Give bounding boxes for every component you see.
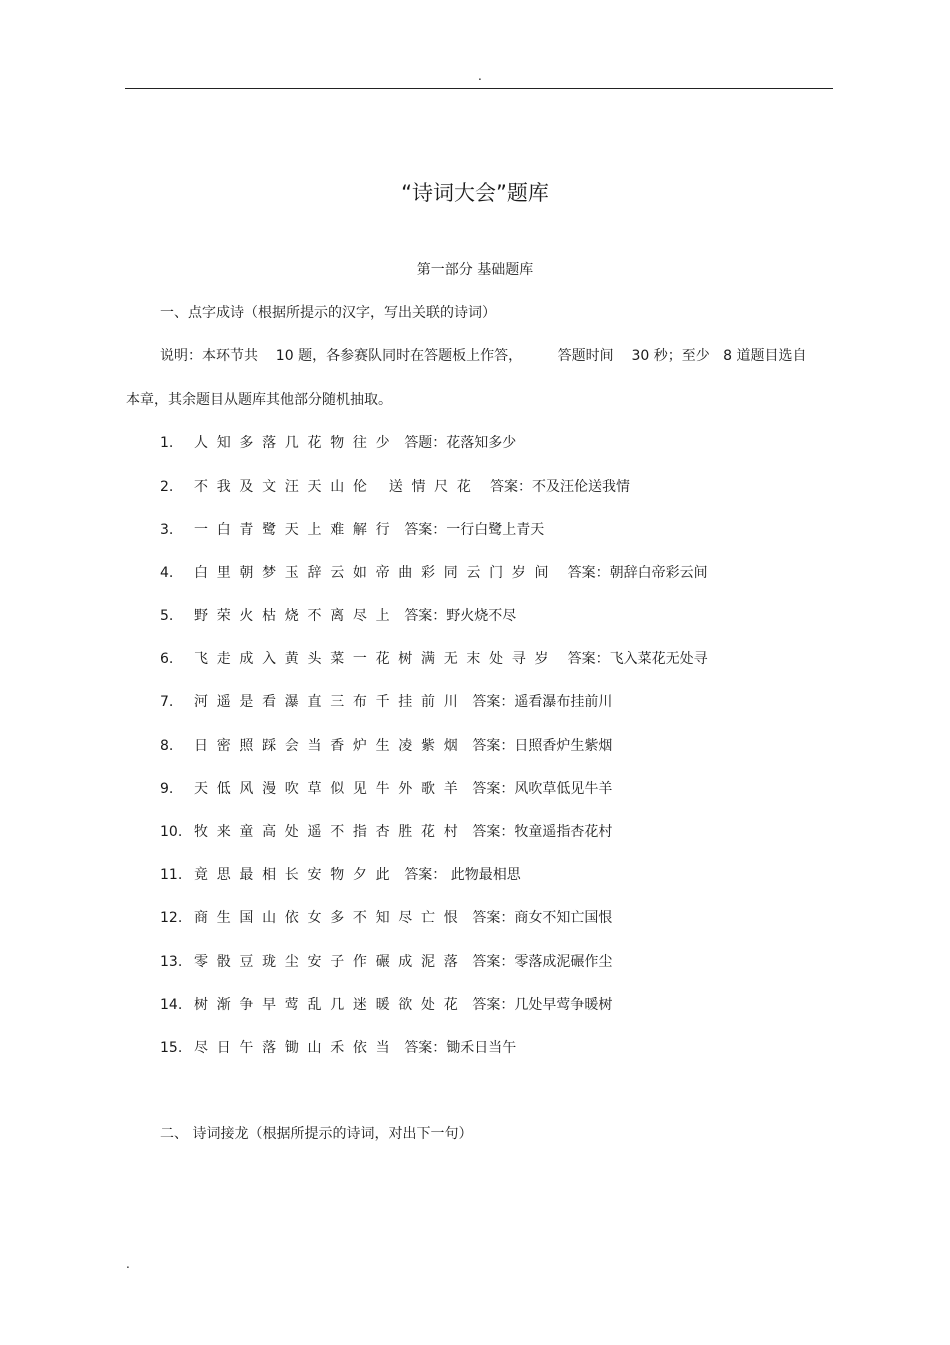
question-characters (194, 952, 612, 972)
question-number: 6. (160, 651, 174, 667)
question-chars-text: 零骰豆珑尘安子作碾成泥落 (194, 954, 467, 970)
question-characters (194, 995, 612, 1015)
question-characters (194, 520, 544, 540)
question-chars-text: 不我及文汪天山伦 送情尺花 (194, 479, 480, 495)
section-1-heading: 一、点字成诗（根据所提示的汉字，写出关联的诗词） (160, 305, 496, 321)
question-chars-text: 牧来童高处遥不指杏胜花村 (194, 824, 467, 840)
question-characters (194, 736, 612, 756)
question-answer: 答案：风吹草低见牛羊 (472, 781, 613, 797)
question-number: 7. (160, 694, 174, 710)
question-chars-text: 河遥是看瀑直三布千挂前川 (194, 694, 467, 710)
question-answer: 答案：日照香炉生紫烟 (472, 738, 613, 754)
question-number: 5. (160, 608, 174, 624)
question-chars-text: 商生国山依女多不知尽亡恨 (194, 910, 467, 926)
question-characters (194, 692, 612, 712)
question-characters (194, 779, 612, 799)
question-answer: 答案：飞入菜花无处寻 (563, 651, 708, 667)
question-answer: 答案：遥看瀑布挂前川 (472, 694, 613, 710)
section-1-note-line-2: 本章，其余题目从题库其他部分随机抽取。 (126, 392, 392, 408)
question-number: 2. (160, 479, 174, 495)
question-characters (194, 822, 612, 842)
question-number: 14. (160, 997, 183, 1013)
question-characters (194, 865, 521, 885)
question-number: 10. (160, 824, 183, 840)
header-rule (125, 88, 833, 89)
question-number: 9. (160, 781, 174, 797)
question-answer: 答案：零落成泥碾作尘 (472, 954, 613, 970)
question-chars-text: 白里朝梦玉辞云如帝曲彩同云门岁间 (194, 565, 558, 581)
question-number: 12. (160, 910, 183, 926)
question-number: 11. (160, 867, 183, 883)
question-answer: 答案：几处早莺争暖树 (472, 997, 613, 1013)
question-chars-text: 野荣火枯烧不离尽上 (194, 608, 399, 624)
question-chars-text: 人知多落几花物往少 (194, 435, 399, 451)
question-chars-text: 天低风漫吹草似见牛外歌羊 (194, 781, 467, 797)
question-characters (194, 908, 612, 928)
document-title: “诗词大会”题库 (401, 181, 549, 205)
section-2-heading: 二、 诗词接龙（根据所提示的诗词，对出下一句） (160, 1126, 473, 1142)
question-chars-text: 竟思最相长安物夕此 (194, 867, 399, 883)
question-chars-text: 飞走成入黄头菜一花树满无末处寻岁 (194, 651, 558, 667)
header-mark: . (478, 69, 482, 83)
question-answer: 答案：锄禾日当午 (404, 1040, 517, 1056)
question-characters (194, 563, 708, 583)
question-number: 3. (160, 522, 174, 538)
question-answer: 答案：一行白鹭上青天 (404, 522, 545, 538)
question-answer: 答题：花落知多少 (404, 435, 517, 451)
question-answer: 答案：商女不知亡国恨 (472, 910, 613, 926)
question-answer: 答案：不及汪伦送我情 (485, 479, 631, 495)
question-number: 8. (160, 738, 174, 754)
question-characters (194, 649, 708, 669)
question-answer: 答案：牧童遥指杏花村 (472, 824, 613, 840)
question-number: 13. (160, 954, 183, 970)
question-characters (194, 606, 516, 626)
question-chars-text: 树渐争早莺乱几迷暖欲处花 (194, 997, 467, 1013)
question-answer: 答案：朝辞白帝彩云间 (563, 565, 708, 581)
question-chars-text: 一白青鹭天上难解行 (194, 522, 399, 538)
section-1-note-line-1: 说明：本环节共 10 题，各参赛队同时在答题板上作答， 答题时间 30 秒；至少 8 道题目选自 (160, 348, 807, 364)
question-number: 4. (160, 565, 174, 581)
question-number: 15. (160, 1040, 183, 1056)
question-chars-text: 日密照踩会当香炉生凌紫烟 (194, 738, 467, 754)
question-chars-text: 尽日午落锄山禾依当 (194, 1040, 399, 1056)
question-answer: 答案：野火烧不尽 (404, 608, 517, 624)
question-answer: 答案： 此物最相思 (404, 867, 521, 883)
question-characters (194, 477, 630, 497)
question-characters (194, 433, 516, 453)
question-number: 1. (160, 435, 174, 451)
question-characters (194, 1038, 516, 1058)
footer-mark: . (126, 1257, 130, 1271)
part-title: 第一部分 基础题库 (416, 262, 534, 278)
